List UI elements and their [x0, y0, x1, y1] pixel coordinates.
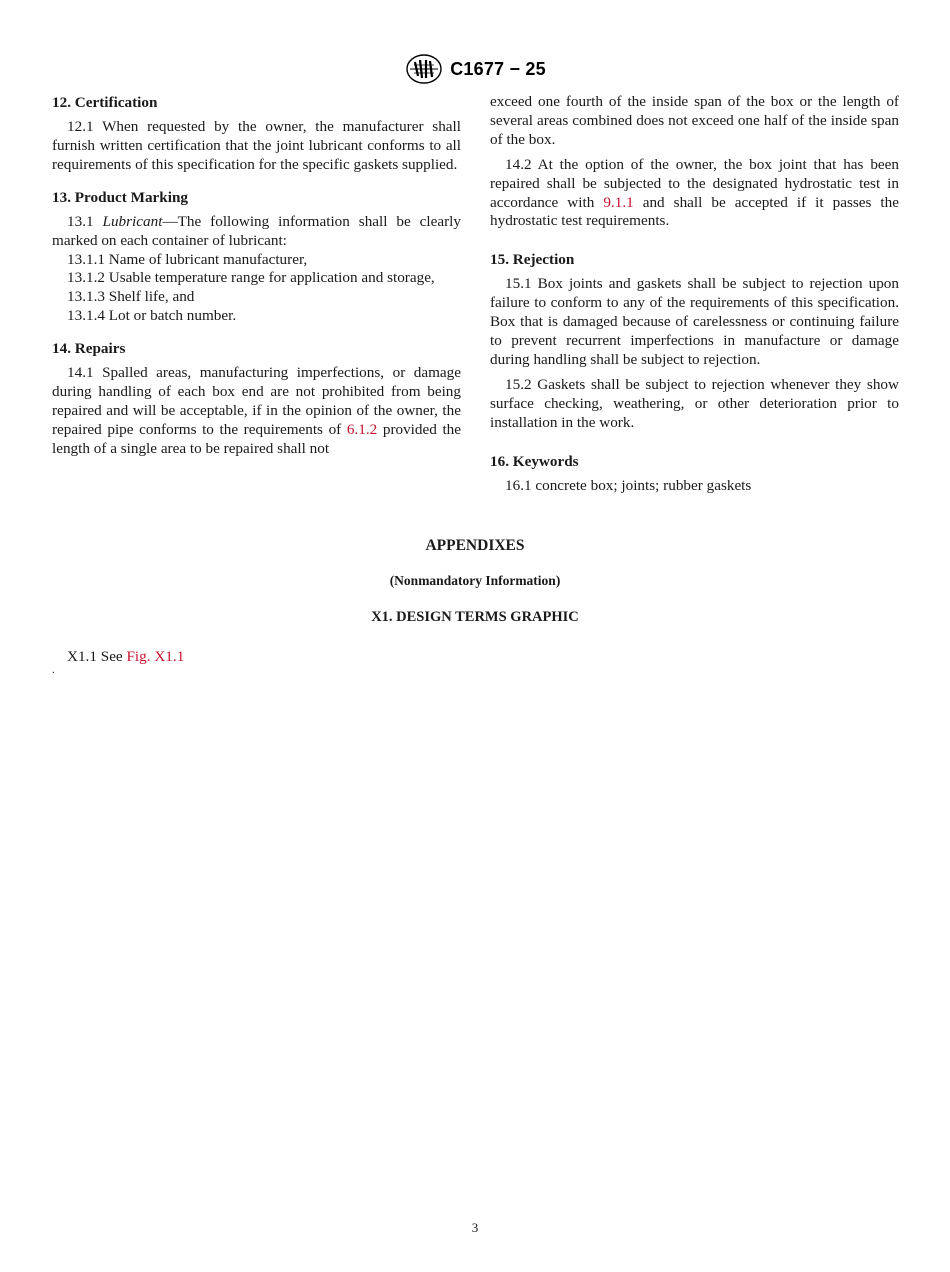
- paragraph-14-1-continued: exceed one fourth of the inside span of the box or the length of several areas combined does not exceed one half of the inside span of the box.: [490, 93, 899, 148]
- paragraph-14-1-text-a: 14.1 Spalled areas, manufacturing imperfections, or damage during handling of each box end are not prohibited from being repaired and will be acceptable, if in the opinion of the owner, the repaired pipe conforms to the requirements of: [52, 364, 461, 438]
- section-heading-repairs: 14. Repairs: [52, 340, 126, 358]
- paragraph-14-1: [52, 364, 461, 459]
- paragraph-12-1: 12.1 When requested by the owner, the manufacturer shall furnish written certification that the joint lubricant conforms to all requirements of this specification for the specific gaskets supplied.: [52, 118, 461, 173]
- paragraph-14-1-text-b: provided the length of a single area to be repaired shall not: [52, 420, 462, 457]
- section-heading-keywords: 16. Keywords: [490, 452, 579, 470]
- xref-6-1-2[interactable]: 6.1.2: [346, 420, 378, 438]
- item-13-1-3: 13.1.3 Shelf life, and: [67, 288, 195, 306]
- lubricant-term: Lubricant: [102, 212, 163, 230]
- appendix-subtitle: (Nonmandatory Information): [389, 573, 561, 588]
- paragraph-15-1: 15.1 Box joints and gaskets shall be subject to rejection upon failure to conform to any of the requirements of this specification. Box that is damaged because of carelessness or continuing failure to prevent recurrent imperfections in manufacture or damage during handling shall be subject to rejection.: [490, 275, 899, 368]
- paragraph-14-2-text-a: 14.2 At the option of the owner, the box joint that has been repaired shall be subjected to the designated hydrostatic test in accordance with: [490, 155, 899, 211]
- item-13-1-4: 13.1.4 Lot or batch number.: [67, 307, 237, 325]
- paragraph-13-1-text: —The following information shall be clearly marked on each container of lubricant:: [52, 212, 461, 249]
- section-heading-certification: 12. Certification: [52, 94, 158, 111]
- item-13-1-2: 13.1.2 Usable temperature range for application and storage,: [67, 269, 435, 287]
- right-column: [490, 93, 899, 502]
- section-heading-rejection: 15. Rejection: [490, 251, 575, 269]
- appendix-x1-heading: X1. DESIGN TERMS GRAPHIC: [371, 609, 579, 625]
- paragraph-13-1: [52, 213, 461, 251]
- paragraph-16-1: 16.1 concrete box; joints; rubber gaskets: [505, 476, 752, 494]
- xref-fig-x1-1[interactable]: Fig. X1.1: [126, 648, 185, 665]
- paragraph-x1-1-text: X1.1 See: [67, 648, 127, 665]
- item-13-1-1: 13.1.1 Name of lubricant manufacturer,: [67, 250, 308, 268]
- stray-dot: .: [52, 664, 55, 676]
- page-header: [0, 52, 950, 86]
- paragraph-14-2-text-b: and shall be accepted if it passes the hydrostatic test requirements.: [490, 193, 899, 230]
- paragraph-13-1-number: 13.1: [67, 212, 103, 230]
- page-number: 3: [471, 1220, 479, 1235]
- astm-logo-icon: [404, 53, 444, 85]
- xref-9-1-1[interactable]: 9.1.1: [603, 193, 634, 211]
- left-column: [52, 93, 461, 459]
- paragraph-x1-1: [67, 648, 184, 666]
- paragraph-14-2: [490, 156, 899, 232]
- section-heading-product-marking: 13. Product Marking: [52, 188, 188, 206]
- appendix-title: APPENDIXES: [425, 537, 525, 554]
- paragraph-15-2: 15.2 Gaskets shall be subject to rejection whenever they show surface checking, weathering, or other deterioration prior to installation in the work.: [490, 375, 899, 431]
- document-id: C1677 − 25: [450, 58, 546, 79]
